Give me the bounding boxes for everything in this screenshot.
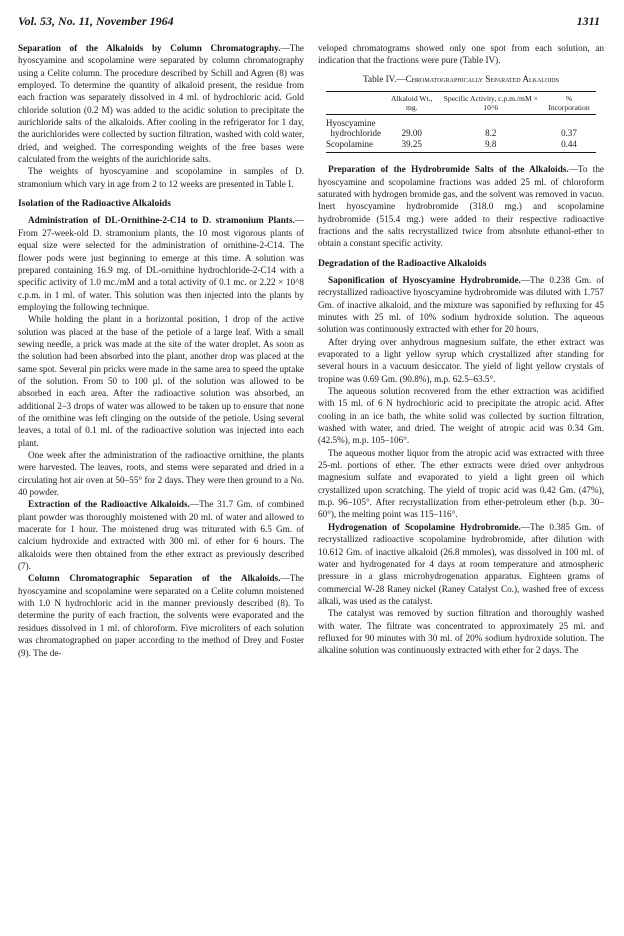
paragraph-chromatogram-result: veloped chromatograms showed only one spot from each solution, an indication that the fractions were pure (Table IV). xyxy=(318,43,604,66)
paragraph-technique: While holding the plant in a horizontal position, 1 drop of the active solution was placed at the base of the petiole of a large leaf. With a small sewing needle, a prick was made at the site of the water droplet. As soon as the solution had been absorbed into the plant, another drop was placed at the same spot. Several pin pricks were made in the same area to speed the uptake of the solution. From 50 to 100 µl. of the solution was allowed to be absorbed in each area. After the radioactive solution was absorbed, an additional 2–3 drops of water was allowed to be taken up to ensure that none of the ornithine was left clinging on the outside of the petiole. Using several leaves, a total of 0.1 ml. of the radioactive solution was injected into each plant. xyxy=(18,314,304,448)
table-label: Table IV. xyxy=(363,73,397,84)
table-cell: 9.8 xyxy=(440,139,542,153)
paragraph-saponification xyxy=(318,274,604,336)
table-header-cell: Alkaloid Wt., mg. xyxy=(384,91,440,114)
table-cell-name: Scopolamine xyxy=(326,139,384,153)
alkaloid-name: Hyoscyamine xyxy=(326,117,376,128)
table-cell: 29.00 xyxy=(401,128,422,139)
paragraph-hydrogenation xyxy=(318,521,604,607)
paragraph-weights: The weights of hyoscyamine and scopolamine in samples of D. stramonium which vary in age from 2 to 12 weeks are presented in Table I. xyxy=(18,166,304,189)
paragraph-administration xyxy=(18,214,304,313)
paragraph-catalyst: The catalyst was removed by suction filtration and thoroughly washed with water. The filtrate was concentrated to approximately 25 ml. and refluxed for 90 minutes with 30 ml. of 20% sodium hydroxide solution. The alkaline solution was continuously extracted with ether for 2 days. The xyxy=(318,608,604,656)
table-title: —Chromatographically Separated Alkaloids xyxy=(396,73,559,84)
journal-citation: Vol. 53, No. 11, November 1964 xyxy=(18,14,174,28)
paragraph-text: —To the hyoscyamine and scopolamine fractions was added 25 ml. of chloroform saturated with hydrogen bromide gas, and the solvent was removed in vacuo. Inert hyoscyamine hydrobromide (318.0 mg.) and scopolamine hydrobromide (515.4 mg.) were added to their respective radioactive fractions and the salts recrystallized twice from absolute ethanol-ether to obtain a constant specific activity. xyxy=(318,164,604,249)
left-column xyxy=(18,42,304,659)
run-in-heading: Column Chromatographic Separation of the Alkaloids. xyxy=(28,573,281,584)
page-number: 1311 xyxy=(576,14,600,28)
section-heading-degradation: Degradation of the Radioactive Alkaloids xyxy=(318,257,487,269)
table-caption xyxy=(318,73,604,85)
table-row xyxy=(326,139,596,153)
paragraph-text: —The 31.7 Gm. of combined plant powder was thoroughly moistened with 20 ml. of water and allowed to macerate for 1 hour. The moistened drug was triturated with 6.5 Gm. of calcium hydroxide and extracted with 300 ml. of ether for 6 hours. The alkaloids were then obtained from the ether extract as previously described (7). xyxy=(18,499,304,572)
table-header-cell: Specific Activity, c.p.m./mM × 10^6 xyxy=(440,91,542,114)
table-cell: 39.25 xyxy=(384,139,440,153)
paragraph-tropic-acid: The aqueous mother liquor from the atropic acid was extracted with three 25-ml. portions of ether. The ether extracts were dried over anhydrous magnesium sulfate and evaporated to yield a light green oil which crystallized upon scratching. The yield of tropic acid was 0.42 Gm. (47%), m.p. 96–105°. After recrystallization from ether-petroleum ether (b.p. 30–60°), the melting point was 115–116°. xyxy=(318,447,604,520)
section-heading-isolation: Isolation of the Radioactive Alkaloids xyxy=(18,198,171,210)
paragraph-text: —The 0.238 Gm. of recrystallized radioactive hyoscyamine hydrobromide was diluted with 1.757 Gm. of inactive alkaloid, and the mixture was saponified by refluxing for 45 minutes with 25 ml. of 10% sodium hydroxide solution. The aqueous solution was continuously extracted with ether for 20 hours. xyxy=(318,274,604,335)
run-in-heading: Extraction of the Radioactive Alkaloids. xyxy=(28,499,190,510)
alkaloid-name-cont: hydrochloride xyxy=(330,128,381,139)
data-table xyxy=(326,91,596,154)
paragraph-text: —The hyoscyamine and scopolamine were separated by column chromatography using a Celite column. The procedure described by Schill and Agren (8) was employed. To determine the quantity of alkaloid present, the residue from each fraction was separately dissolved in 4 ml. of hydrochloric acid. Gold chloride solution (0.2 M) was added to the acidic solution to precipitate the aurichloride salts of the alkaloids. After cooling in the refrigerator for 1 day, the aurichlorides were collected by suction filtration, washed with cold water, dried, and weighed. The corresponding weights of the free bases were calculated from the weights of the aurichloride salts. xyxy=(18,43,304,165)
paragraph-column-separation xyxy=(18,42,304,165)
paragraph-text: —From 27-week-old D. stramonium plants, the 10 most vigorous plants of equal size were selected for the administration of ornithine-2-C14. The flower pods were just beginning to emerge at this time. A solution was prepared containing 16.9 mg. of DL-ornithine hydrochloride-2-C14 with a specific activity of 1.0 mc./mM and a total activity of 0.1 mc. or 2.22 × 10^8 c.p.m. in 1 ml. of water. This solution was then injected into the plants by employing the following technique. xyxy=(18,215,304,312)
table-cell: 0.44 xyxy=(542,139,596,153)
table-row xyxy=(326,114,596,139)
paragraph-text: —The hyoscyamine and scopolamine were separated on a Celite column moistened with 1.0 N hydrochloric acid in the manner previously described (8). To determine the purity of each fraction, the solvents were evaporated and the residues dissolved in 1 ml. of chloroform. Five microliters of each solution was chromatographed on paper according to the method of Drey and Foster (9). The de- xyxy=(18,573,304,658)
table-header-cell xyxy=(326,91,384,114)
right-column xyxy=(318,42,604,657)
paragraph-column-chromatography xyxy=(18,572,304,658)
run-in-heading: Administration of DL-Ornithine-2-C14 to D. stramonium Plants. xyxy=(28,215,295,226)
run-in-heading: Separation of the Alkaloids by Column Chromatography. xyxy=(18,43,281,53)
run-in-heading: Hydrogenation of Scopolamine Hydrobromide. xyxy=(328,521,521,532)
paragraph-hydrobromide xyxy=(318,163,604,249)
paragraph-harvest: One week after the administration of the radioactive ornithine, the plants were harvested. The leaves, roots, and stems were separated and dried in a circulating hot air oven at 50–55° for 2 days. They were then ground to a No. 40 powder. xyxy=(18,450,304,498)
table-cell: 8.2 xyxy=(485,128,497,139)
paragraph-atropic-acid: The aqueous solution recovered from the ether extraction was acidified with 15 ml. of 6 N hydrochloric acid to precipitate the atropic acid. After cooling in an ice bath, the white solid was collected by suction filtration, washed with water, and dried. The weight of atropic acid was 0.34 Gm. (42.5%), m.p. 105–106°. xyxy=(318,386,604,446)
run-in-heading: Preparation of the Hydrobromide Salts of the Alkaloids. xyxy=(328,164,569,175)
table-header-cell: % Incorporation xyxy=(542,91,596,114)
table-cell: 0.37 xyxy=(561,128,577,139)
table-cell-name xyxy=(326,114,384,139)
paragraph-tropine: After drying over anhydrous magnesium sulfate, the ether extract was evaporated to a light yellow syrup which crystallized after standing for several hours in a vacuum desiccator. The yield of light yellow crystals of tropine was 0.69 Gm. (90.8%), m.p. 62.5–63.5°. xyxy=(318,336,604,384)
page-header xyxy=(0,0,624,44)
run-in-heading: Saponification of Hyoscyamine Hydrobromide. xyxy=(328,274,521,285)
paragraph-text: —The 0.385 Gm. of recrystallized radioactive scopolamine hydrobromide, after dilution with 10.612 Gm. of inactive alkaloid (26.8 mmoles), was dissolved in 100 ml. of water and hydrogenated for 4 days at room temperature and atmospheric pressure in a glass microhydrogenation apparatus. Eighteen grams of commercial W-28 Raney nickel (Raney Catalyst Co.), washed free of excess alkali, was used as the catalyst. xyxy=(318,521,605,606)
paragraph-extraction xyxy=(18,498,304,572)
